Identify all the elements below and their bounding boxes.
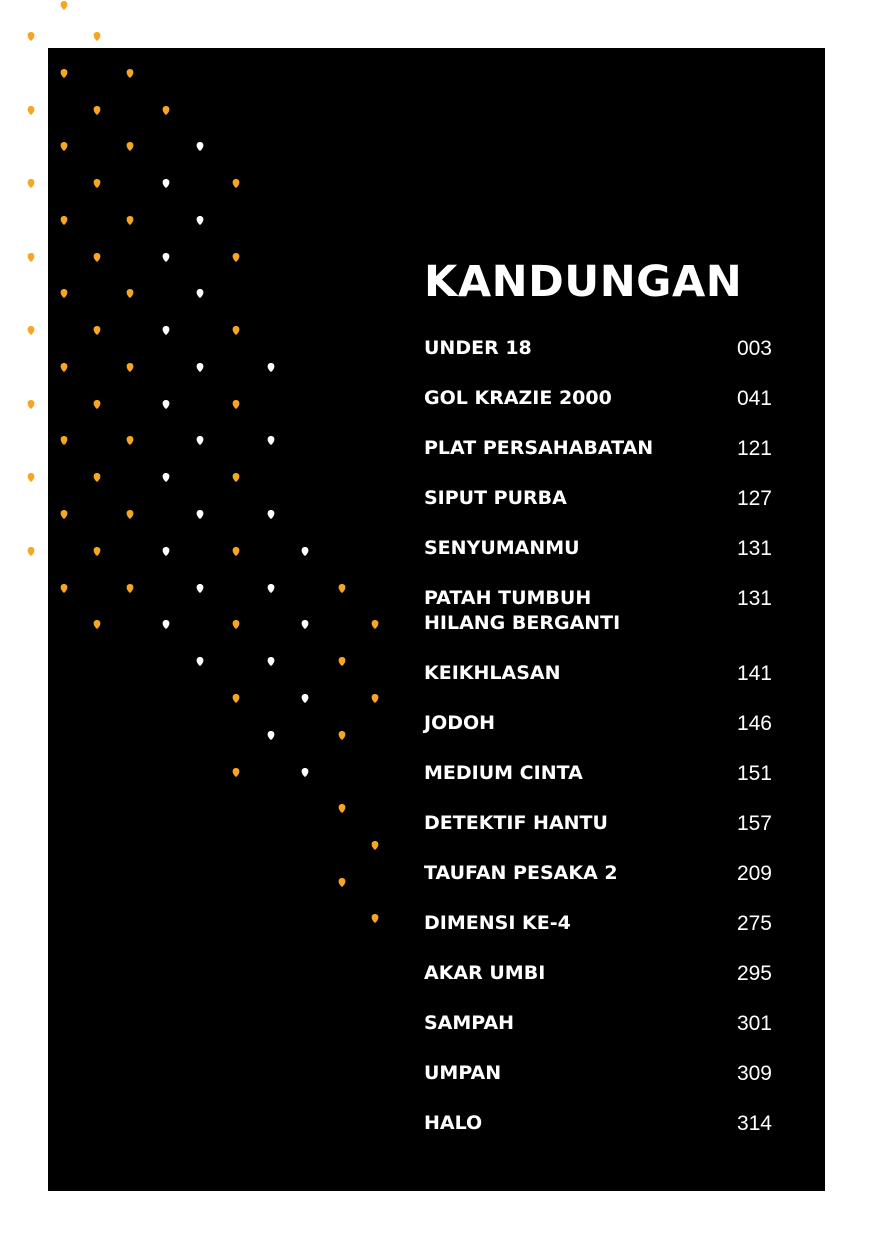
toc-entry-title-line: DIMENSI KE-4 (424, 912, 571, 934)
toc-entry-title-line: AKAR UMBI (424, 962, 546, 984)
toc-entry-title (424, 661, 724, 686)
toc-entry (424, 536, 772, 580)
toc-entry-title (424, 386, 724, 411)
toc-entry-title-line: TAUFAN PESAKA 2 (424, 862, 618, 884)
toc-entry-title-line: HALO (424, 1112, 483, 1134)
toc-entry-page-number: 127 (736, 487, 772, 510)
toc-entry-title (424, 1111, 724, 1136)
toc-entry-page-number: 157 (736, 812, 772, 835)
toc-entry (424, 436, 772, 480)
toc-entry-title-line: HILANG BERGANTI (424, 612, 621, 634)
toc-entry-title-line: PATAH TUMBUH (424, 587, 592, 609)
toc-entry (424, 1011, 772, 1055)
toc-entry-title-line: SIPUT PURBA (424, 487, 567, 509)
toc-entry (424, 1061, 772, 1105)
toc-entry-page-number: 275 (736, 912, 772, 935)
toc-entry-title-line: SAMPAH (424, 1012, 515, 1034)
toc-entry-title-line: JODOH (424, 712, 496, 734)
toc-entry-page-number: 295 (736, 962, 772, 985)
toc-entry-page-number: 314 (736, 1112, 772, 1135)
toc-entry-title-line: UNDER 18 (424, 337, 532, 359)
toc-entry (424, 486, 772, 530)
toc-entry (424, 386, 772, 430)
toc-entry-title-line: DETEKTIF HANTU (424, 812, 608, 834)
toc-entry (424, 1111, 772, 1155)
toc-entry-page-number: 041 (736, 387, 772, 410)
toc-entry (424, 661, 772, 705)
toc-entry-page-number: 141 (736, 662, 772, 685)
toc-entry-page-number: 146 (736, 712, 772, 735)
toc-entry-title (424, 1061, 724, 1086)
toc-entry-title (424, 336, 724, 361)
toc-entry-title (424, 536, 724, 561)
toc-entry-title (424, 711, 724, 736)
toc-entry-title (424, 761, 724, 786)
toc-entry (424, 586, 772, 634)
toc-entry-title (424, 811, 724, 836)
toc-entry-page-number: 209 (736, 862, 772, 885)
toc-entry-title-line: MEDIUM CINTA (424, 762, 583, 784)
toc-entry-page-number: 301 (736, 1012, 772, 1035)
toc-entry-page-number: 131 (736, 537, 772, 560)
toc-entry-title (424, 486, 724, 511)
toc-entry (424, 761, 772, 805)
toc-entry-page-number: 003 (736, 337, 772, 360)
toc-entry-title (424, 436, 724, 461)
toc-entry (424, 336, 772, 380)
toc-entry (424, 811, 772, 855)
toc-entry (424, 911, 772, 955)
toc-entry-title-line: SENYUMANMU (424, 537, 580, 559)
toc-entry-title-line: UMPAN (424, 1062, 502, 1084)
toc-entry-title-line: KEIKHLASAN (424, 662, 561, 684)
toc-entry-title-line: GOL KRAZIE 2000 (424, 387, 612, 409)
toc-entry (424, 961, 772, 1005)
toc-entry (424, 861, 772, 905)
toc-entry-title (424, 861, 724, 886)
page-title: KANDUNGAN (424, 257, 743, 307)
toc-entry-page-number: 309 (736, 1062, 772, 1085)
toc-entry-title (424, 1011, 724, 1036)
toc-entry-title (424, 961, 724, 986)
toc-entry-title (424, 911, 724, 936)
toc-entry (424, 711, 772, 755)
toc-entry-page-number: 131 (736, 587, 772, 610)
toc-entry-page-number: 151 (736, 762, 772, 785)
toc-entry-title (424, 586, 724, 636)
toc-entry-page-number: 121 (736, 437, 772, 460)
toc-entry-title-line: PLAT PERSAHABATAN (424, 437, 654, 459)
